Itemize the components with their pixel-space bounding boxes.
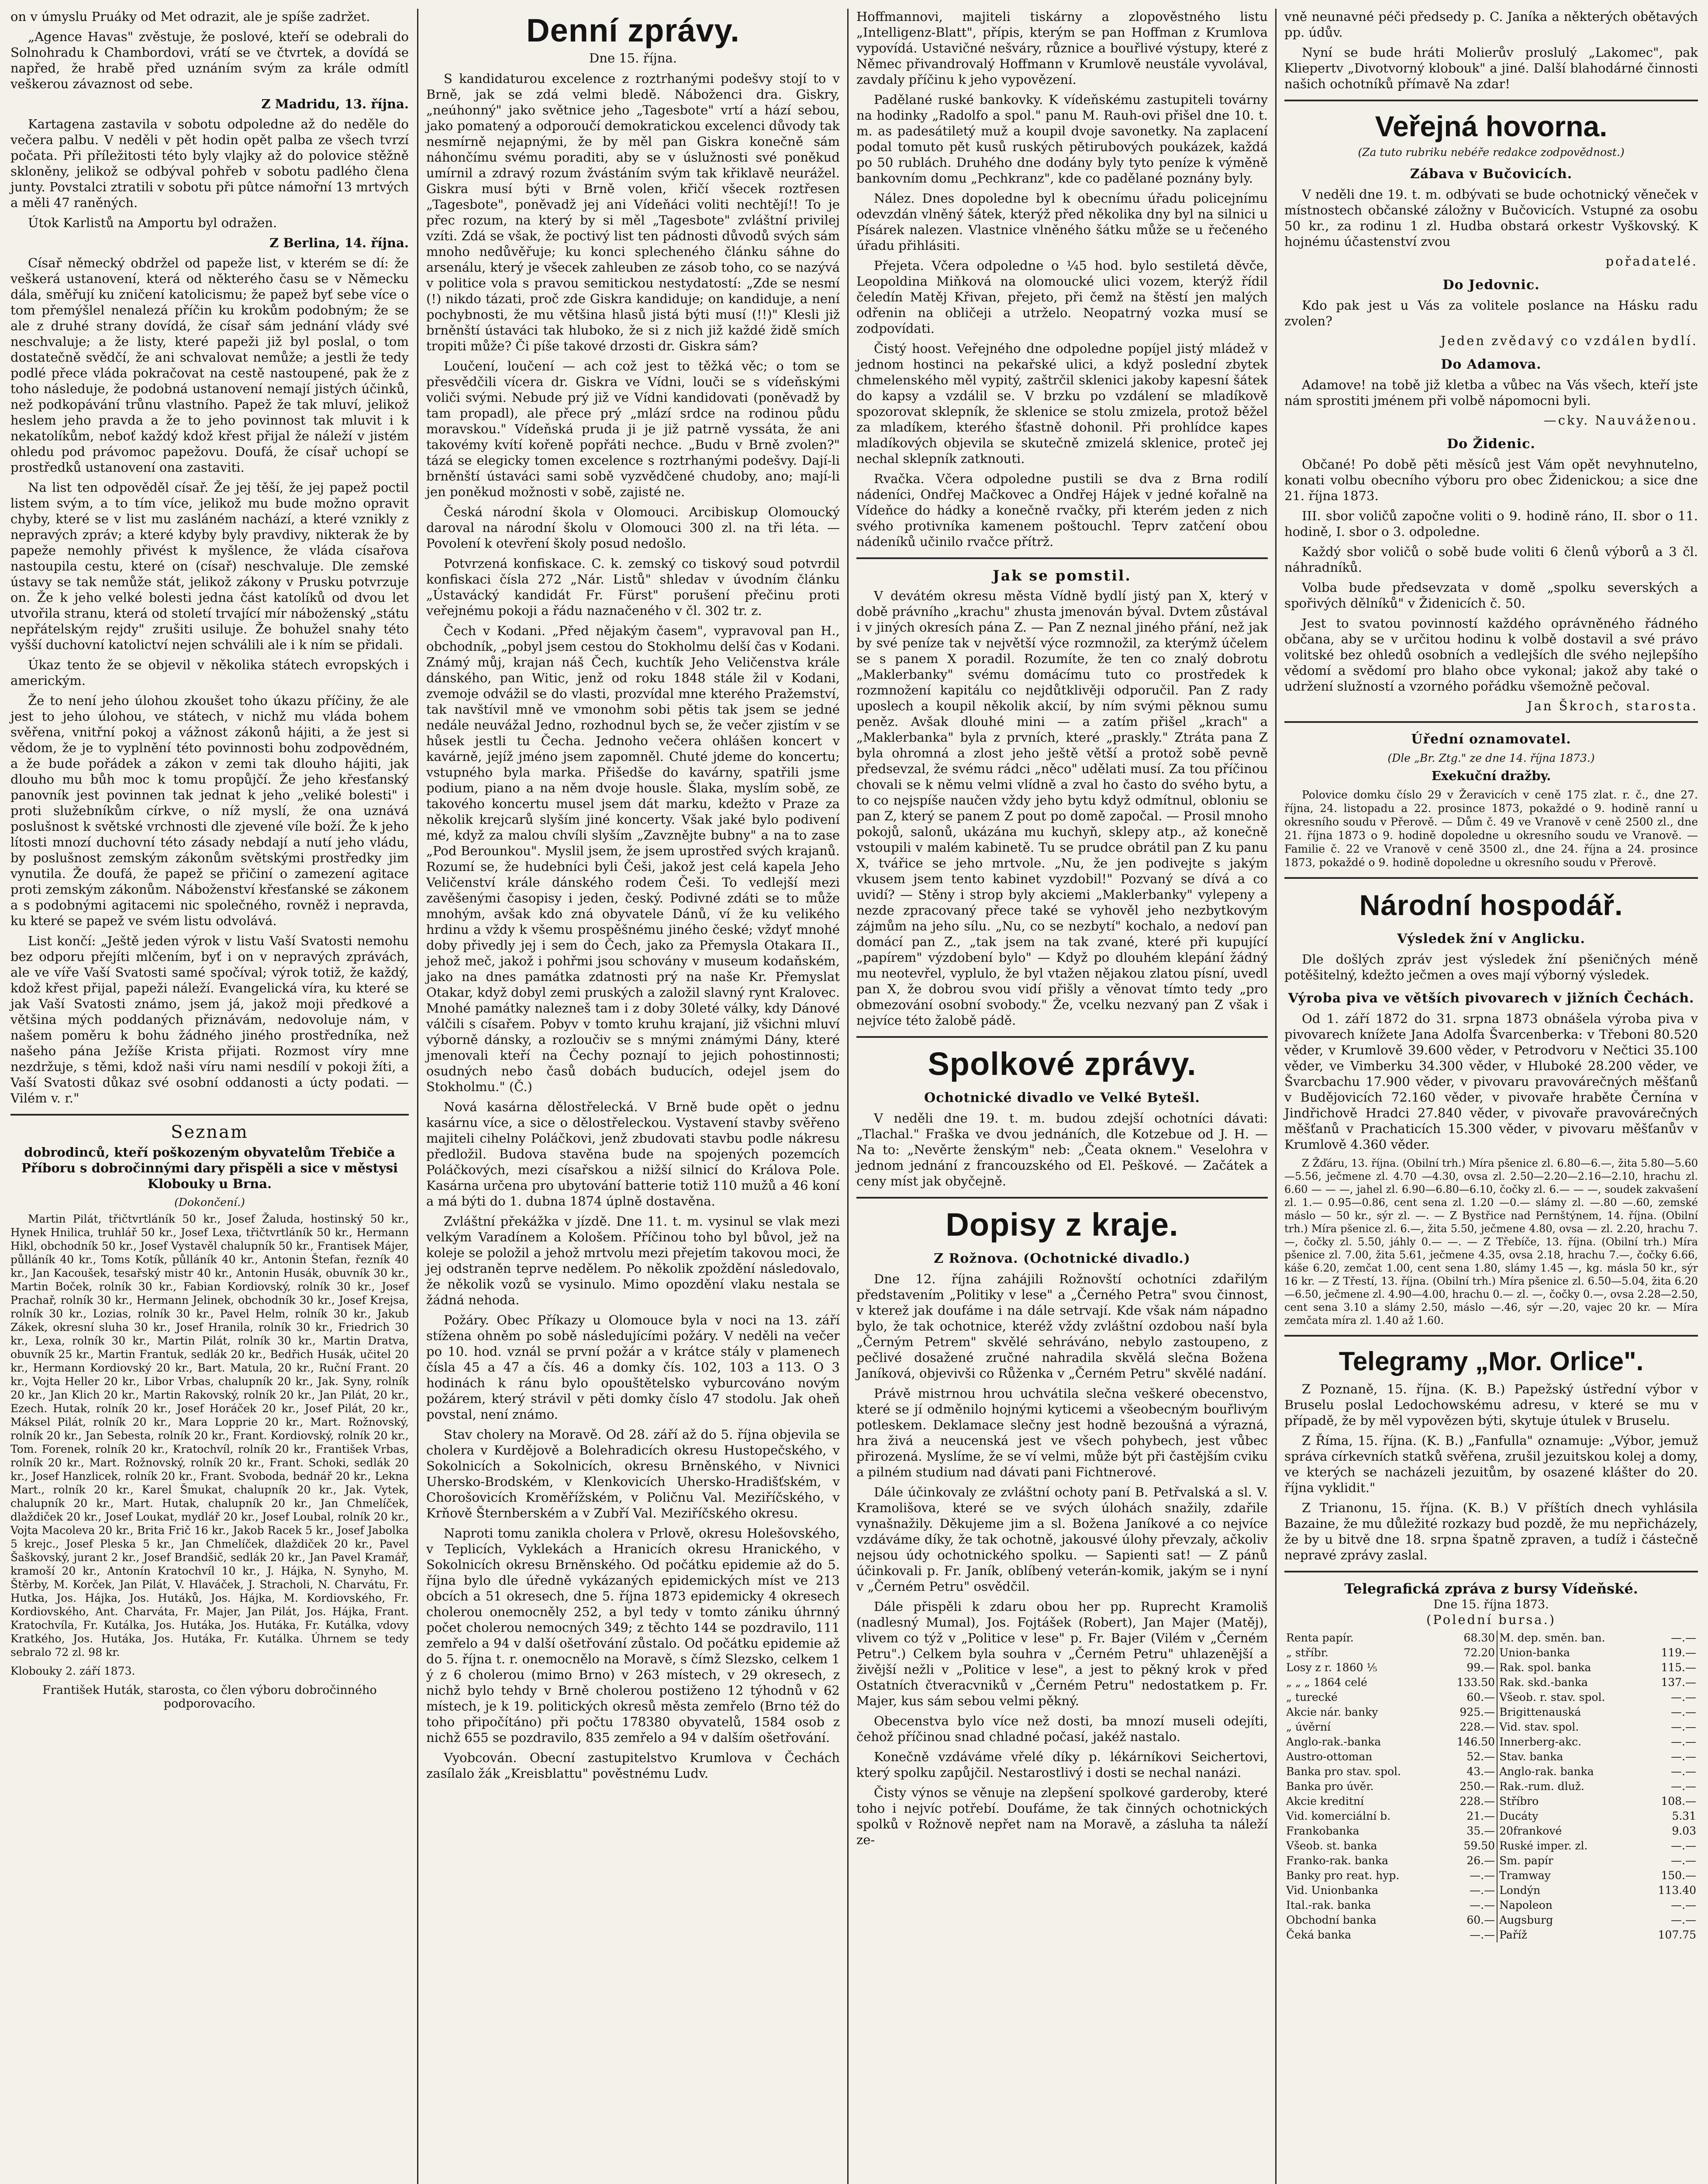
divider bbox=[856, 1197, 1268, 1199]
bursa-value: 108.— bbox=[1661, 1795, 1696, 1807]
bursa-value: 107.75 bbox=[1658, 1928, 1696, 1941]
bursa-value: —.— bbox=[1671, 1914, 1696, 1926]
seznam-title: Seznam bbox=[171, 1122, 248, 1142]
paragraph: vně neunavné péči předsedy p. C. Janíka a některých obětavých pp. údův. bbox=[1284, 9, 1698, 40]
bursa-label: Tramway bbox=[1499, 1869, 1551, 1882]
paragraph: on v úmyslu Pruáky od Met odrazit, ale je spíše zadržet. bbox=[10, 9, 370, 24]
story-heading: Do Adamova. bbox=[1441, 357, 1542, 372]
bursa-row bbox=[1284, 1764, 1698, 1779]
bursa-date: Dne 15. října 1873. bbox=[1433, 1598, 1549, 1611]
paragraph: Nález. Dnes dopoledne byl k obecnímu úřadu policejnímu odevzdán vlněný šátek, kterýž před několika dny byl na silnici u Písárek nalezen. Vlastnice vlněného šátku může se u řečeného úřadu přihlásiti. bbox=[856, 191, 1268, 253]
story-heading: Výroba piva ve větších pivovarech v jižních Čechách. bbox=[1288, 991, 1694, 1006]
bursa-label: Sm. papír bbox=[1499, 1854, 1553, 1867]
column-rule-2 bbox=[847, 9, 849, 2184]
bursa-value: 59.50 bbox=[1441, 1838, 1497, 1853]
paragraph: Právě mistrnou hrou uchvátila slečna veškeré obecenstvo, které se jí odměnilo hojnými kyticemi a všeobecným bouřlivým potleskem. Deklamace slečny jest hodně bezoušná a výrazná, hra živá a neucenská jest ve všech pohybech, jest vůbec přirozená. Myslíme, že se ví velmi, může být při častějším cviku a pilném studium nad dávati pani Fichtnerové. bbox=[856, 1386, 1268, 1479]
bursa-label: Augsburg bbox=[1499, 1914, 1553, 1926]
seznam-date: Klobouky 2. září 1873. bbox=[10, 1665, 135, 1677]
bursa-value: —.— bbox=[1671, 1691, 1696, 1704]
bursa-value: 43.— bbox=[1441, 1764, 1497, 1779]
paragraph: Požáry. Obec Příkazy u Olomouce byla v noci na 13. září stížena ohněm po sobě následujícími požáry. V neděli na večer po 10. hod. vznál se první požár a v krátce stály v plamenech čísla 45 a 47 a čís. 46 a domky čís. 102, 103 a 113. O 3 hodinách k ránu bylo opouštětelsko vyburcováno novým požárem, který strávil v pěti domky číslo 47 stodolu. Jak oheň povstal, není známo. bbox=[426, 1313, 840, 1422]
bursa-label: Všeob. r. stav. spol. bbox=[1499, 1691, 1605, 1704]
section-title-telegramy: Telegramy „Mor. Orlice". bbox=[1339, 1347, 1644, 1376]
bursa-row bbox=[1284, 1690, 1698, 1705]
paragraph: Hoffmannovi, majiteli tiskárny a zlopověstného listu „Intelligenz-Blatt", přípis, kterým se pan Hoffman z Krumlova vypovídá. Ustavičné nešváry, různice a bouřlivé výstupy, které z Němec přivandrovalý Hoffmann v Krumlově neustále vyvolával, zavdaly příčinu k jeho vypovězení. bbox=[856, 9, 1268, 87]
divider bbox=[10, 1114, 409, 1116]
bursa-row bbox=[1284, 1645, 1698, 1660]
story-heading: Z Rožnova. (Ochotnické divadlo.) bbox=[934, 1251, 1190, 1266]
bursa-row bbox=[1284, 1838, 1698, 1853]
bursa-row bbox=[1284, 1631, 1698, 1645]
bursa-value: 150.— bbox=[1661, 1869, 1696, 1882]
bursa-value: 5.31 bbox=[1672, 1810, 1696, 1822]
seznam-subnote: (Dokončení.) bbox=[174, 1196, 245, 1209]
paragraph: Dále účinkovaly ze zvláštní ochoty paní B. Petřvalská a sl. V. Kramolišova, které se ve svých úlohách snažily, zdařile vynašnažily. Děkujeme jim a sl. Božena Janíkové a co nejvíce vzdáváme díky, že tak ochotně, jakousvé úlohy převzaly, ačkoliv nejsou údy ochotnického spolku. — Sapienti sat! — Z pánů účinkovali p. Fr. Janík, oblíbený veterán-komik, jakým se i nyní v „Černém Petru" osvědčil. bbox=[856, 1485, 1268, 1594]
paragraph: Jest to svatou povinností každého oprávněného řádného občana, aby se v určitou hodinu k volbě dostavil a své právo volitské bez ohledů osobních a vedlejších dle svého nejlepšího vědomí a svědomí pro blaho obce vykonal; jakož aby také o udržení služností a vzorného pořádku všemožně pečoval. bbox=[1284, 616, 1698, 694]
bursa-label: Vid. komerciální b. bbox=[1286, 1810, 1391, 1822]
signature: —cky. Nauváženou. bbox=[1543, 413, 1698, 428]
paragraph: Naproti tomu zanikla cholera v Prlově, okresu Holešovského, v Teplicích, Vyklekách a Hranicích okresu Hranického, v Sokolnicích okresu Brněnského. Od počátku epidemie až do 5. října bylo dle úředně vykázaných epidemických míst ve 213 obcích a 51 okresech, dne 5. října 1873 epidemicky 4 okresech cholerou onemocněly 252, a byl tedy v tomto zániku úhrnný počet cholerou nemocných 349; z těchto 144 se pozdravilo, 111 zemřelo a 94 v další ošetřování zůstalo. Od počátku epidemie až do 5. října t. r. onemocnělo na Moravě, s čímž Slezsko, celkem 1 ý z 6 cholerou (mimo Brno) v 263 místech, v 29 okresech, z nichž bylo tehdy v Brně cholerou postiženo 12 týhodnů v 62 místech, je k 19. politických okresů města zemřelo (Brno též do toho připočítáno) při počtu 178380 obyvatelů, 1584 osob z nichž 655 se pozdravilo, 835 zemřelo a 94 v dalším ošetřování. bbox=[426, 1526, 840, 1745]
paragraph: Konečně vzdáváme vřelé díky p. lékárníkovi Seichertovi, který spolku zapůjčil. Nestarostlivý i dosti se nechal nanázi. bbox=[856, 1749, 1268, 1780]
bursa-label: M. dep. směn. ban. bbox=[1499, 1631, 1605, 1644]
paragraph: Česká národní škola v Olomouci. Arcibiskup Olomoucký daroval na národní školu v Olomouci 300 zl. na tři léta. — Povolení k otevření školy posud nedošlo. bbox=[426, 505, 840, 551]
bursa-label: Londýn bbox=[1499, 1884, 1541, 1897]
bursa-row bbox=[1284, 1720, 1698, 1735]
bursa-row bbox=[1284, 1868, 1698, 1883]
bursa-value: —.— bbox=[1441, 1868, 1497, 1883]
donor-list: Martin Pilát, třičtvrtláník 50 kr., Josef Žaluda, hostinský 50 kr., Hynek Hnilica, truhlář 50 kr., Josef Lexa, třičtvrtláník 50 kr., Hermann Hikl, obchodník 50 kr., Josef Vystavěl chalupník 50 kr., Frantisek Májer, půlláník 40 kr., Toms Kotík, půlláník 40 kr., Antonin Štefan, řezník 40 kr., Jan Kacoušek, tesařský mistr 40 kr., Antonin Husák, obuvník 30 kr., Martin Boček, rolník 30 kr., Fabian Kordiovský, rolník 30 kr., Josef Prachař, rolník 30 kr., Hermann Jelinek, obchodník 30 kr., Josef Krejsa, rolník 30 kr., Lozias, rolník 30 kr., Pavel Helm, rolník 30 kr., Jakub Zákek, okresní sluha 30 kr., Josef Hranila, rolník 30 kr., Friedrich 30 kr., Lexa, rolník 30 kr., Martin Pilát, rolník 30 kr., Martin Dratva, obuvník 25 kr., Martin Frantuk, sedlák 20 kr., Bedřich Husák, učitel 20 kr., Hermann Kordiovský 20 kr., Bart. Matula, 20 kr., Ruční Frant. 20 kr., Vojta Heller 20 kr., Libor Vrbas, chalupník 20 kr., Jak. Syny, rolník 20 kr., Jan Klich 20 kr., Martin Rakovský, rolník 20 kr., Jan Pilát, 20 kr., Ezech. Hutak, rolník 20 kr., Josef Horáček 20 kr., Josef Pilát, 20 kr., Máksel Pilát, rolník 20 kr., Mara Lopprie 20 kr., Mart. Rožnovský, rolník 20 kr., Jan Sebesta, rolník 20 kr., Frant. Kordiovský, rolník 20 kr., Tom. Forenek, rolník 20 kr., Kratochvíl, rolník 20 kr., František Vrbas, rolník 20 kr., Mart. Rožnovský, rolník 20 kr., Frant. Schoki, sedlák 20 kr., Josef Hanzlicek, rolník 20 kr., Frant. Svoboda, bednář 20 kr., Lekna Mart., rolník 20 kr., Karel Šmukat, chalupník 20 kr., Jak. Vytek, chalupník 20 kr., Mart. Hutak, chalupník 20 kr., Jan Chmelíček, dlaždiček 20 kr., Josef Loukat, mydlář 20 kr., Josef Loubal, rolník 20 kr., Vojta Macoleva 20 kr., Brita Frič 16 kr., Jakob Racek 5 kr., Josef Jabolka 5 krejc., Josef Pleska 5 kr., Jan Chmelíček, dlaždiček 20 kr., Pavel Šaškovský, jurant 2 kr., Josef Brandšič, sedlák 20 kr., Jan Pavel Kramář, kramoší 20 kr., Antonín Kratochvíl 10 kr., J. Hájka, N. Synyho, M. Štěrby, M. Korček, Jan Pilát, V. Hlaváček, J. Stracholi, N. Charvátu, Fr. Hutka, Jos. Hájka, Jos. Hutáků, Jos. Hájka, M. Kordiovského, Fr. Kordiovského, Ant. Charváta, Fr. Majer, Jan Pilát, Jos. Hájka, Frant. Kratochvíla, Fr. Kutálka, Jos. Hutáka, Jos. Hutáka, Fr. Kutálka, vdovy Kratkého, Jos. Hutáka, Jos. Hutáka, Fr. Kutálka. Úhrnem se tedy sebralo 72 zl. 98 kr. bbox=[10, 1213, 409, 1659]
story-heading: Do Jedovnic. bbox=[1442, 277, 1540, 293]
bursa-value: 9.03 bbox=[1672, 1825, 1696, 1837]
bursa-value: —.— bbox=[1671, 1780, 1696, 1793]
paragraph: Nová kasárna dělostřelecká. V Brně bude opět o jednu kasárnu více, a sice o dělostřeleckou. Vystavení stavby svěřeno majiteli cihelny Poláčkovi, jenž zbudovati stavbu podle nákresu předložil. Budova stavěna bude na spojených pozemcích Poláčkových, mezi císařskou a nižší silnicí do Králova Pole. Kasárna určena pro ubytování batterie totiž 110 mužů a 46 koní a má býti do 1. dubna 1874 úplně dostavěna. bbox=[426, 1099, 840, 1209]
bursa-title: Telegrafická zpráva z bursy Vídeňské. bbox=[1344, 1580, 1638, 1597]
section-title-dopisy-z-kraje: Dopisy z kraje. bbox=[945, 1206, 1179, 1243]
bursa-label: Všeob. st. banka bbox=[1286, 1839, 1377, 1852]
story-heading: Do Židenic. bbox=[1447, 436, 1535, 452]
bursa-row bbox=[1284, 1660, 1698, 1675]
bursa-label: „ stříbr. bbox=[1286, 1646, 1328, 1659]
bursa-value: —.— bbox=[1671, 1735, 1696, 1748]
seznam-signature: František Huták, starosta, co člen výboru dobročinného podporovacího. bbox=[42, 1683, 377, 1711]
seznam-heading: dobrodinců, kteří poškozeným obyvatelům Třebiče a Příboru s dobročinnými dary přispěli a sice v městysi Klobouky u Brna. bbox=[21, 1145, 398, 1191]
bursa-row bbox=[1284, 1809, 1698, 1824]
bursa-value: —.— bbox=[1671, 1899, 1696, 1911]
bursa-label: Čeká banka bbox=[1286, 1928, 1351, 1941]
section-title-verejna-hovorna: Veřejná hovorna. bbox=[1375, 110, 1608, 142]
paragraph: Z Trianonu, 15. října. (K. B.) V příštích dnech vyhlásila Bazaine, že mu důležité rozkazy bud pozdě, že mu nepřicházely, že by u bitvě dne 18. srpna špatně zpraven, a tudíž i částečně nepravé zprávy zaslal. bbox=[1284, 1500, 1698, 1562]
bursa-label: Rak.-rum. dluž. bbox=[1499, 1780, 1584, 1793]
bursa-row bbox=[1284, 1824, 1698, 1838]
bursa-value: 99.— bbox=[1441, 1660, 1497, 1675]
bursa-row bbox=[1284, 1913, 1698, 1928]
bursa-row bbox=[1284, 1705, 1698, 1720]
bursa-value: 119.— bbox=[1661, 1646, 1696, 1659]
paragraph: Obecenstva bylo více než dosti, ba mnozí museli odejíti, čehož příčinou snad chladné počasí, jakéž nastalo. bbox=[856, 1714, 1268, 1744]
bursa-label: Anglo-rak. banka bbox=[1499, 1765, 1594, 1778]
bursa-value: 26.— bbox=[1441, 1853, 1497, 1868]
divider bbox=[1284, 1571, 1698, 1572]
bursa-value: 115.— bbox=[1661, 1661, 1696, 1674]
paragraph: Čech v Kodani. „Před nějakým časem", vypravoval pan H., obchodník, „pobyl jsem cestou do Stokholmu delší čas v Kodani. Známý můj, krajan náš Čech, kuchtík Jeho Veličenstva krále dánského, pan Witic, jenž od roku 1848 stále žil v Kodani, zvemoje odvážil se do vlasti, prozvídal mne kterého Pražemství, tak navštívil mně ve vmonohm sobi pětis tak jsem se jedné nedále neuvážal Jedno, rozhodnul bych se, že večer zjistím v se hůsek jestli tu Čecha. Jednoho večera ohlášen koncert v kavárně, jejíž jméno jsem zapomněl. Chuté jdeme do koncertu; vstupného byla marka. Přišedše do kavárny, spatřili jsme podium, piano a na něm dvoje housle. Šlaka, myslím sobě, ze takového koncertu musel jsem dát marku, kdežto v Praze za několik krejcarů slyším jiné koncerty. Však jaké bylo podivení mé, když za malou chvíli slyším „Zavznějte bubny" a na to zase „Pod Berounkou". Myslil jsem, že jsem uprostřed svých krajanů. Rozumí se, že hudebníci byli Češi, jakož jest celá kapela Jeho Veličenství krále dánského rodem Češi. To vedlejší mezi zavěšenými časopisy i jeden, český. Podivné zdáti se to může mnohým, avšak kdo zná obyvatele Dánů, ví že ku velikého hrdinu a vždy k všemu prospěšnému jiného české; vždyť mnohé doby přivedly jej i sem do Čech, jako za Přemysla Otakara II., jehož meč, jakož i pohřmi jsou schovány v museum kodaňském, jako na dnes památka zdatnosti prý na naše Kr. Přemyslat Otakar, když dobyl zemi pruských a založil slavný rynt Kralovec. Mnohé památky nalezneš tam i z doby 30leté války, kdy Dánové válčili s císařem. Pobyv v tomto kruhu krajaní, již všichni mluví výborně dánsky, a rozloučiv se s mnými známými Dány, které jmenovali kteří na Čechy poznají to jejich pohostinnosti; osudných nebo časů dobách buducích, odejel jsem do Stokholmu." (Č.) bbox=[426, 623, 840, 1094]
bursa-value: 137.— bbox=[1661, 1676, 1696, 1689]
bursa-label: Austro-ottoman bbox=[1286, 1750, 1373, 1763]
bursa-value: —.— bbox=[1671, 1721, 1696, 1733]
bursa-value: 35.— bbox=[1441, 1824, 1497, 1838]
paragraph: Že to není jeho úlohou zkoušet toho úkazu příčiny, že ale jest to jeho úlohou, ve státech, v nichž mu vláda bohem svěřena, vnitřní pokoj a vážnost zákonů hájiti, a že jest si vědom, že je to vyplnění této povinnosti bohu zodpovědném, a že bude pořádek a zákon v zemi tak dlouho hájiti, jak dlouho mu bůh moc k tomu propůjčí. Že jeho křesťanský panovník jest povinnen tak jednat k jeho „veliké bolesti" i proti služebníkům církve, o níž myslí, že ona uznává poslušnost k světské vrchnosti dle zjevené víle boží. Že k jeho lítosti mnozí duchovní této zásady nebdají a nutí jeho vládu, by poslušnost zemským zákonům světskými prostředky jim vynutila. Že doufá, že papež se přičiní o zamezení agitace proti zemským zákonům. Náboženství křesťanské se zákonem a s podobnými agitacemi nic společného, rovněž i nepravda, ku které se papež ve svém listu odvolává. bbox=[10, 693, 409, 928]
bursa-value: 133.50 bbox=[1441, 1675, 1497, 1690]
bursa-label: Frankobanka bbox=[1286, 1825, 1359, 1837]
section-title-spolkove-zpravy: Spolkové zprávy. bbox=[928, 1046, 1197, 1082]
divider bbox=[856, 1036, 1268, 1038]
paragraph: Útok Karlistů na Amportu byl odražen. bbox=[28, 215, 277, 230]
story-heading: Úřední oznamovatel. bbox=[1411, 732, 1571, 747]
bursa-label: Ducáty bbox=[1499, 1810, 1539, 1822]
column-1 bbox=[4, 9, 415, 2184]
section-subnote: (Za tuto rubriku nebéře redakce zodpovědnost.) bbox=[1358, 146, 1625, 159]
bursa-value: 250.— bbox=[1441, 1779, 1497, 1794]
paragraph: Dále přispěli k zdaru obou her pp. Ruprecht Kramoliš (nadlesný Mumal), Jos. Fojtášek (Robert), Jan Majer (Matěj), vlivem co týž v „Politice v lese" p. Fr. Bajer (Vilém v „Černém Petru".) Celkem byla souhra v „Černém Petru" uhlazenější a živější nežli v „Politice v lese", a jest to pěkný krok v před Ostatních čtveracvniků v „Černém Petru" nedostatkem p. Fr. Majer, kus sám sebou velmi pěkný. bbox=[856, 1599, 1268, 1708]
bursa-value: 113.40 bbox=[1658, 1884, 1696, 1897]
bursa-row bbox=[1284, 1853, 1698, 1868]
signature: Jeden zvědavý co vzdálen bydlí. bbox=[1440, 333, 1698, 348]
bursa-label: Ital.-rak. banka bbox=[1286, 1899, 1371, 1911]
paragraph: Na list ten odpověděl císař. Že jej těší, že jej papež poctil listem svým, a to tím více, jelikož mu bude možno opravit chyby, které se v list mu zasláném nachází, a které vznikly z nepravých zpráv; a které kdyby byly pravdivy, nikterak že by papeže nemohly přivést k myšlence, že vláda císařova nastoupila cestu, které on (císař) neschvaluje. Dle zemské ústavy se tak nemůže stát, jelikož zákony v Prusku potvrzuje on. Že k jeho velké bolesti jedna část katolíků od dvou let utvořila stranu, která od století trvající mír náboženský „státu nepřátelským rejdy" zrušiti usiluje. Že bohužel snahy této vyšší duchovní katolictví nejen schválili ale i k ním se přidali. bbox=[10, 480, 409, 652]
bursa-label: „ turecké bbox=[1286, 1691, 1338, 1704]
paragraph: Polovice domku číslo 29 v Žeravicích v ceně 175 zlat. r. č., dne 27. října, 24. listopadu a 22. prosince 1873, pokaždé o 9. hodině ranní u okresního soudu v Přerově. — Dům č. 49 ve Vranově v ceně 2500 zl., dne 21. října 1873 o 9. hodině dopoledne u okresního soudu ve Vranově. — Familie č. 22 ve Vranově v ceně 3500 zl., dne 24. října a 24. prosince 1873, pokaždé o 9. hodině dopoledne u okresního soudu v Přerově. bbox=[1284, 788, 1698, 869]
paragraph: V neděli dne 19. t. m. budou zdejší ochotníci dávati: „Tlachal." Fraška ve dvou jednáních, dle Kotzebue od J. H. — Na to: „Nevěrte ženským" neb: „Čeata oknem." Veselohra v jednom jednání z francouzského od El. Peškové. — Začátek a ceny míst jak obyčejně. bbox=[856, 1111, 1268, 1189]
bursa-value: —.— bbox=[1671, 1839, 1696, 1852]
paragraph: Úkaz tento že se objevil v několika státech evropských i americkým. bbox=[10, 657, 409, 688]
bursa-value: 52.— bbox=[1441, 1749, 1497, 1764]
paragraph: Každý sbor voličů o sobě bude voliti 6 členů výborů a 3 čl. náhradníků. bbox=[1284, 544, 1698, 575]
paragraph: Kdo pak jest u Vás za volitele poslance na Hásku radu zvolen? bbox=[1284, 298, 1698, 328]
story-heading: Ochotnické divadlo ve Velké Bytešl. bbox=[924, 1090, 1200, 1106]
bursa-value: —.— bbox=[1671, 1750, 1696, 1763]
bursa-label: Ruské imper. zl. bbox=[1499, 1839, 1588, 1852]
bursa-label: Rak. spol. banka bbox=[1499, 1661, 1591, 1674]
paragraph: Nyní se bude hráti Molierův proslulý „Lakomec", pak Kliepertv „Divotvorný klobouk" a jiné. Další blahodárné činnosti našich ochotníků přímavě Na zdar! bbox=[1284, 45, 1698, 91]
paragraph: Od 1. září 1872 do 31. srpna 1873 obnášela výroba piva v pivovarech knížete Jana Adolfa Švarcenberka: v Třeboni 80.520 věder, v Krumlově 39.600 věder, v Petrodvoru v Nečtici 35.100 věder, ve Vimberku 34.300 věder, v Hluboké 28.200 věder, ve Švarcbachu 17.900 věder, v pivovaru pravovárečných měšťanů v Budějovicích 72.160 věder, v pivovaře hraběte Černína v Jindřichově Hradci 27.840 věder, v pivovaře pravovárečných měšťanů v Prachaticích 15.300 věder, v pivovaru měšťanův v Krumlově 4.360 věder. bbox=[1284, 1011, 1698, 1152]
paragraph: V devátém okresu města Vídně bydlí jistý pan X, který v době právního „krachu" zhusta jmenován býval. Dvtem zůstával i v jiných okresích pána Z. — Pan Z neznal jiného přání, než jak by své peníze tak v největší výce rozmnožil, za kterýmž účelem se s panem X poradil. Rozumíte, že ten co znalý dobrotu „Maklerbanky" svému domácímu tuto co prostředek k rozmnožení kapitálu co nejdůtklivěji odporučil. Pan Z rady uposlech a koupil několik akcií, by ním svými pěknou sumu peněz. Avšak dlouhé mini — a zatím přišel „krach" a „Maklerbanka" byla z prvních, které „praskly." Ztráta pana Z byla ohromná a zlost jeho ještě větší a protož sobě pevně předsevzal, že svému rádci „něco" udělati musí. Za tou příčinou chovali se k němu velmi vlídně a zval ho často do svého bytu, a to co nejspíše naučen vždy jeho bytu když odmítnul, obloniu se pan Z, který se panem Z pout po domě započal. — Prosil mnoho pokojů, salonů, ukázána mu kuchyň, sklepy atp., až konečně vstoupili v malém kabinetě. Tu se prudce obrátil pan Z ku panu X, tvářice se jeho mrtvole. „Nu, že jen podivejte s jakým vkusem jsem tento kabinet vyzdobil!" Pozvaný se dívá a co uvidí? — Stěny i strop byly akciemi „Maklerbanky" vylepeny a nezde zpracovaný přece také se vyhověl jeho nezbytkovým zájmům na jeho sílu. „Nu, co se nezbytí" kochalo, a nedoví pan domácí pan Z., „tak jsem na tak zvané, které při kupující „papírem" výzdobení bylo" — Když po dlouhém klepání žádný mu neotevřel, vyplulo, že byl vtažen nějakou zlatou písní, uvedl pan X, že dobrou svou vidí přišly a věnovat tímto tedy „pro obmezování osobní svobody." Že, vcelku nezvaný pan Z však i nejvíce této žalobě pádě. bbox=[856, 588, 1268, 1028]
paragraph: Přejeta. Včera odpoledne o ¼5 hod. bylo sestiletá děvče, Leopoldina Miňková na olomoucké ulici vozem, kterýž řídil čeledín Matěj Křivan, přejeto, při čemž na štěstí jen malých odřenin na obličeji a utrželo. Neopatrný vozka musí se zodpovídati. bbox=[856, 258, 1268, 336]
signature: Jan Škroch, starosta. bbox=[1527, 698, 1698, 713]
bursa-label: Vid. stav. spol. bbox=[1499, 1721, 1579, 1733]
column-3 bbox=[850, 9, 1274, 2184]
divider bbox=[1284, 877, 1698, 879]
paragraph: Z Říma, 15. října. (K. B.) „Fanfulla" oznamuje: „Výbor, jemuž správa církevních statků svěřena, zrušil jezuitskou kolej a domy, ve kterých se nacházeli jezuitům, by osazené klášter do 20. října vyklidit." bbox=[1284, 1433, 1698, 1495]
bursa-label: Rak. skd.-banka bbox=[1499, 1676, 1588, 1689]
paragraph: „Agence Havas" zvěstuje, že poslové, kteří se odebrali do Solnohradu k Chambordovi, vrátí se ve čtvrtek, a dovídá se napřed, že hrabě před uznáním svým za krále odmítl veškerou závaznost od sebe. bbox=[10, 29, 409, 91]
paragraph: Adamove! na tobě již kletba a vůbec na Vás všech, kteří jste nám sprostiti jménem při volbě nápomocni byli. bbox=[1284, 377, 1698, 408]
bursa-value: —.— bbox=[1441, 1928, 1497, 1942]
story-heading: Výsledek žní v Anglicku. bbox=[1397, 931, 1585, 947]
column-rule-3 bbox=[1275, 9, 1277, 2184]
paragraph: Stav cholery na Moravě. Od 28. září až do 5. října objevila se cholera v Kurdějově a Bolehradicích okresu Hustopečského, v Sokolnicích a Sokolnicích, okresu Brněnského, v Nivnici Uhersko-Brodském, v Klenkovicích Uhersko-Hradišťském, v Chorošovicích Kroměřížském, v Poličnu Val. Meziříčského, v Krňově Šternberském a v Zubří Val. Meziříčského okresu. bbox=[426, 1427, 840, 1521]
section-subnote: (Dle „Br. Ztg." ze dne 14. října 1873.) bbox=[1387, 752, 1595, 764]
bursa-value: 146.50 bbox=[1441, 1735, 1497, 1749]
signature: pořadatelé. bbox=[1605, 254, 1698, 269]
bursa-label: Stříbro bbox=[1499, 1795, 1539, 1807]
bursa-value: —.— bbox=[1671, 1631, 1696, 1644]
paragraph: Občané! Po době pěti měsíců jest Vám opět nevyhnutelno, konati volbu obecního výboru pro obec Židenickou; a sice dne 21. října 1873. bbox=[1284, 457, 1698, 503]
bursa-row bbox=[1284, 1779, 1698, 1794]
bursa-label: Stav. banka bbox=[1499, 1750, 1563, 1763]
column-2 bbox=[420, 9, 846, 2184]
bursa-value: 60.— bbox=[1441, 1690, 1497, 1705]
paragraph: Císař německý obdržel od papeže list, v kterém se dí: že veškerá ustanovení, která od některého času se v Německu dála, směřují ku zničení katolicismu; že papež byť sebe více o tom přemýšlel nenalezá příčin ku krokům podobným; že se ale z druhé strany dovídá, že císař sám jednání vlády své neschvaluje; a že listy, které papeži již byl poslal, o tom dostatečně svědčí, že ani schvalovat nemůže; a jestli že tedy podlé přece vláda pokračovat na cestě nastoupené, pak že z toho následuje, že podobná ustanovení nemají jistých účinků, než podkopávání trůnu vlastního. Papež že tak mluví, jelikož heslem jeho pravda a že to jeho povinnost tak mluvit i k nekatolíkům, neboť každý kdož křest přijal že náleží v jistém ohledu pod právomoc papežovu. Doufá, že císař uchopí se prostředků ustanovení ona zastaviti. bbox=[10, 256, 409, 475]
paragraph: Zvláštní překážka v jízdě. Dne 11. t. m. vysinul se vlak mezi velkým Varadínem a Kološem. Příčinou toho byl bůvol, jež na koleje se položil a jehož mrtvolu mezi přejetím takovou moci, že jej odstraněn teprve nedělem. Po několik zpoždění následovalo, že několik vozů se vysinulo. Mimo opozdění vlaku nestala se žádná nehoda. bbox=[426, 1214, 840, 1307]
bursa-label: Paříž bbox=[1499, 1928, 1527, 1941]
bursa-label: Obchodní banka bbox=[1286, 1914, 1377, 1926]
bursa-value: 60.— bbox=[1441, 1913, 1497, 1928]
divider bbox=[1284, 1335, 1698, 1337]
bursa-label: Innerberg-akc. bbox=[1499, 1735, 1582, 1748]
dateline: Dne 15. října. bbox=[589, 51, 677, 66]
paragraph: List končí: „Ještě jeden výrok v listu Vaší Svatosti nemohu bez odporu přejíti mlčením, byť i on v nepravých zprávách, ale ve víře Vaší Svatosti samé spočíval; výrok totiž, že každý, kdož křest přijal, papeži náleží. Evangelická víra, ku které se jak Vaší Svatosti známo, jsem já, jakož moji předkové a většina mých poddaných přiznávám, nedovoluje nám, v našem poměru k bohu žádného jiného prostředníka, než našeho pána Ježíše Krista přijati. Rozmost víry mne nezdržuje, s těmi, kdož naši víru nami nesdílí v pokoji žíti, a Vaší Svatosti důkaz své osobní oddanosti a úcty podati. — Vilém v. r." bbox=[10, 933, 409, 1106]
paragraph: Dne 12. října zahájili Rožnovští ochotníci zdařilým představením „Politiky v lese" a „Černého Petra" svou činnost, v kterež jak doufáme i na dále setrvají. Kde však nám nápadno bylo, že tak ochotnice, kteréž vždy zvláštní ozdobou naší byla „Černým Petrem" skvělé sehráváno, nebylo zastoupeno, z pečlivé dosažené zručné nahradila skvělá slečna Božena Janíková, objevivši co Růženka v „Černém Petru" skvělé nadání. bbox=[856, 1272, 1268, 1381]
bursa-label: Brigittenauská bbox=[1499, 1706, 1581, 1718]
paragraph: Z Poznaně, 15. října. (K. B.) Papežský ústřední výbor v Bruselu poslal Ledochowskému adresu, v které se mu v případě, že by měl vypovězen býti, skytuje útulek v Bruselu. bbox=[1284, 1382, 1698, 1428]
bursa-value: 21.— bbox=[1441, 1809, 1497, 1824]
exekucni-drazby-heading: Exekuční dražby. bbox=[1431, 768, 1551, 783]
paragraph: Padělané ruské bankovky. K vídeňskému zastupiteli továrny na hodinky „Radolfo a spol." panu M. Rauh-ovi přišel dne 10. t. m. as padesátiletý muž a koupil dvoje savonetky. Na zaplacení podal tomuto pět kusů ruských pětirubových poukázek, každá po 50 rublách. Druhého dne dodány byly tyto peníze k výměně bankovním domu „Pechkranz", kde co padělané poznány byly. bbox=[856, 92, 1268, 186]
paragraph: S kandidaturou excelence z roztrhanými podešvy stojí to v Brně, jak se zdá velmi bledě. Náboženci dra. Giskry, „neúhonný" jako světnice jeho „Tagesbote" vrtí a hází sebou, jako pomatený a odporoučí demokratickou excelenci důvody tak nesmírně nejapnými, že by měl pan Giskra konečně sám náhončímu svému poraditi, aby se v úslužnosti své poněkud umírnil a zdravý rozum žvástáním svým tak křiklavě neurážel. Giskra musí býti v Brně volen, křičí všecek roztřesen „Tagesbote", poněvadž jej ani Vídeňáci voliti nechtějí!! To je přec rozum, na který by si měl „Tagesbote" zvláštní privilej vzíti. Zdá se však, že poctivý list ten pádnosti důvodů svých sám mnoho nedůvěřuje; ku konci splecheného článku sáhne do arsenálu, který je všecek zahleuben ze zásob toho, co se nazývá v politice vola s pravou semitickou nestydatostí: „Zde se nesmí (!) nikdo tázati, proč zde Giskra kandiduje; on kandiduje, a není pochybnosti, že mu většina hlasů jistá býti musí (!!)" Klesli již brněnští ústaváci tak hluboko, že si z nich již každé židě smích tropiti může? Či píše takové drzosti dr. Giskra sám? bbox=[426, 71, 840, 353]
bursa-label: Franko-rak. banka bbox=[1286, 1854, 1388, 1867]
paragraph: Rvačka. Včera odpoledne pustili se dva z Brna rodilí nádeníci, Ondřej Mačkovec a Ondřej Hájek v jedné kořalně na Vídeňce do hádky a konečně rvačky, při kterém jeden z nich svého protivníka kamenem poštouchl. Teprv zatčení obou nádeníků učinilo rvačce přítrž. bbox=[856, 471, 1268, 549]
paragraph: Kartagena zastavila v sobotu odpoledne až do neděle do večera palbu. V neděli v pět hodin opět palba ze všech tvrzí počata. Při příležitosti této byly vlajky až do polovice stěžně skloněny, jelikož se odbýval pohřeb v sobotu padlého člena junty. Povstalci ztratili v sobotu při pûtce námořní 13 mrtvých a měli 47 raněných. bbox=[10, 117, 409, 210]
bursa-value: —.— bbox=[1441, 1883, 1497, 1898]
bursa-heading: (Polední bursa.) bbox=[1426, 1612, 1556, 1627]
bursa-value: 228.— bbox=[1441, 1794, 1497, 1809]
column-4 bbox=[1278, 9, 1704, 2184]
bursa-table bbox=[1284, 1631, 1698, 1942]
bursa-label: Akcie nár. banky bbox=[1286, 1706, 1378, 1718]
bursa-label: „ „ „ 1864 celé bbox=[1286, 1676, 1367, 1689]
bursa-row bbox=[1284, 1883, 1698, 1898]
divider bbox=[856, 557, 1268, 559]
story-heading: Zábava v Bučovicích. bbox=[1410, 166, 1573, 182]
bursa-label: Banka pro úvěr. bbox=[1286, 1780, 1374, 1793]
bursa-label: Renta papír. bbox=[1286, 1631, 1354, 1644]
bursa-row bbox=[1284, 1928, 1698, 1942]
paragraph: Vyobcován. Obecní zastupitelstvo Krumlova v Čechách zasílalo žák „Kreisblattu" pověstnému Ludv. bbox=[426, 1750, 840, 1781]
bursa-row bbox=[1284, 1898, 1698, 1913]
section-title-denni-zpravy: Denní zprávy. bbox=[526, 12, 740, 48]
bursa-value: —.— bbox=[1441, 1898, 1497, 1913]
story-heading: Jak se pomstil. bbox=[993, 567, 1132, 584]
paragraph: Volba bude předsevzata v domě „spolku severských a spořivých dělníků" v Židenicích č. 50. bbox=[1284, 580, 1698, 611]
section-title-narodni-hospodar: Národní hospodář. bbox=[1359, 889, 1623, 921]
bursa-value: 228.— bbox=[1441, 1720, 1497, 1735]
bursa-row bbox=[1284, 1675, 1698, 1690]
bursa-row bbox=[1284, 1794, 1698, 1809]
paragraph: Loučení, loučení — ach což jest to těžká věc; o tom se přesvědčili vícera dr. Giskra ve Vídni, louči se s vídeňskými voliči svými. Nebude prý již ve Vídni kandidovati (poněvadž by tam propadl), ale přece prý „mlází srdce na rodinou půdu moravskou." Vídeňská pruda ji je již patrně vyssáta, že ani takovémy kvítí kořeně popřáti nechce. „Budu v Brně zvolen?" tázá se elegicky tomen excelence s roztrhanými podešvy. Dají-li brněnští ústaváci sami sobě vyzvědčené chudoby, ano; mají-li jen poněkud možnosti v sobě, zajisté ne. bbox=[426, 359, 840, 499]
bursa-value: —.— bbox=[1671, 1706, 1696, 1718]
paragraph: Dle došlých zpráv jest výsledek žní pšeničných méně potěšitelný, kdežto ječmen a oves mají výborný výsledek. bbox=[1284, 952, 1698, 982]
bursa-value: 72.20 bbox=[1441, 1645, 1497, 1660]
bursa-label: Union-banka bbox=[1499, 1646, 1570, 1659]
paragraph: Potvrzená konfiskace. C. k. zemský co tiskový soud potvrdil konfiskaci čísla 272 „Nár. Listů" shledav v úvodním článku „Ústavácký kandidát Fr. Fürst" porušení přečinu proti veřejnému pokoji a řádu naznačeného v čl. 302 tr. z. bbox=[426, 556, 840, 618]
bursa-value: 68.30 bbox=[1441, 1631, 1497, 1645]
column-rule-1 bbox=[417, 9, 418, 2184]
market-prices: Z Žďáru, 13. října. (Obilní trh.) Míra pšenice zl. 6.80—6.—, žita 5.80—5.60—5.56, ječmene zl. 4.70 —4.30, ovsa zl. 2.50—2.20—2.16—2.10, hrachu zl. 6.60 — — —, jahel zl. 6.90—6.80—6.10, čočky zl. 6.— — —, soudek zakvašení zl. 1.— 0.95—0.86, cent sena zl. 1.20 —0.— slámy zl. —.80 —.60, zemské máslo — 50 kr., sýr zl. —. — Z Bystřice nad Pernštýnem, 14. října. (Obilní trh.) Míra pšenice zl. 6.—, žita 5.50, ječmene 4.80, ovsa — zl. 2.20, hrachu 7.—, čočky zl. 5.50, jáhly 0.— —. — Z Třebíče, 13. října. (Obilní trh.) Míra pšenice zl. 7.00, žita 5.61, ječmene 4.35, ovsa 2.18, hrachu 7.—, čočky 6.66, káše 6.20, zemčat 1.00, cent sena 1.80, slámy 1.45 —, kg. másla 50 kr., sýr 16 kr. — Z Třestí, 13. října. (Obilní trh.) Míra pšenice zl. 6.50—5.04, žita 6.20—6.50, ječmene zl. 4.90—4.00, hrachu 0.— zl. —, čočky 0.—, ovsa 2.28—2.50, cent sena 3.10 a slámy 2.50, máslo —.46, sýr —.20, vajec 20 kr. — Míra zemčata míra zl. 1.40 až 1.60. bbox=[1284, 1157, 1698, 1327]
bursa-label: Vid. Unionbanka bbox=[1286, 1884, 1378, 1897]
bursa-label: Napoleon bbox=[1499, 1899, 1553, 1911]
dateline-madrid: Z Madridu, 13. října. bbox=[261, 97, 409, 111]
paragraph: Čistý hoost. Veřejného dne odpoledne popíjel jistý mládež v jednom hostinci na pekařské ulici, a když poslední zbytek chmelenského měl vypitý, zaštrčil sklenici jakoby kapesní šátek do kapsy a vzdálil se. V brzku po vzdálení se mladíkově spozorovat sklepník, že sklenice se stolu zmizela, protož běžel za mladíkem, kterého šťastně dohonil. Při prohlídce kapes mladíkových objevila se skutečně zmizelá sklenice, proteč jej nechal sklepník zatknouti. bbox=[856, 341, 1268, 466]
bursa-label: „ úvěrní bbox=[1286, 1721, 1331, 1733]
divider bbox=[1284, 100, 1698, 101]
paragraph: V neděli dne 19. t. m. odbývati se bude ochotnický věneček v místnostech občanské záložny v Bučovicích. Vstupné za osobu 50 kr., za rodinu 1 zl. Hudba obstará orkestr Vyškovský. K hojnému účastenství zvou bbox=[1284, 187, 1698, 249]
bursa-label: Banky pro reat. hyp. bbox=[1286, 1869, 1400, 1882]
bursa-value: —.— bbox=[1671, 1765, 1696, 1778]
divider bbox=[1284, 721, 1698, 723]
paragraph: Čisty výnos se věnuje na zlepšení spolkové garderoby, které toho i nejvíc potřebí. Doufáme, že tak činných ochotnických spolků v Rožnově nepřet nam na Moravě, a zásluha ta náleží ze- bbox=[856, 1785, 1268, 1847]
bursa-row bbox=[1284, 1735, 1698, 1749]
bursa-label: Banka pro stav. spol. bbox=[1286, 1765, 1401, 1778]
bursa-value: —.— bbox=[1671, 1854, 1696, 1867]
bursa-label: Akcie kreditní bbox=[1286, 1795, 1364, 1807]
dateline-berlin: Z Berlina, 14. října. bbox=[269, 235, 409, 250]
bursa-label: Anglo-rak.-banka bbox=[1286, 1735, 1381, 1748]
bursa-label: Losy z r. 1860 ⅕ bbox=[1286, 1661, 1377, 1674]
bursa-value: 925.— bbox=[1441, 1705, 1497, 1720]
paragraph: III. sbor voličů započne voliti o 9. hodině ráno, II. sbor o 11. hodině, I. sbor o 3. odpoledne. bbox=[1284, 508, 1698, 539]
bursa-label: 20frankové bbox=[1499, 1825, 1562, 1837]
bursa-row bbox=[1284, 1749, 1698, 1764]
